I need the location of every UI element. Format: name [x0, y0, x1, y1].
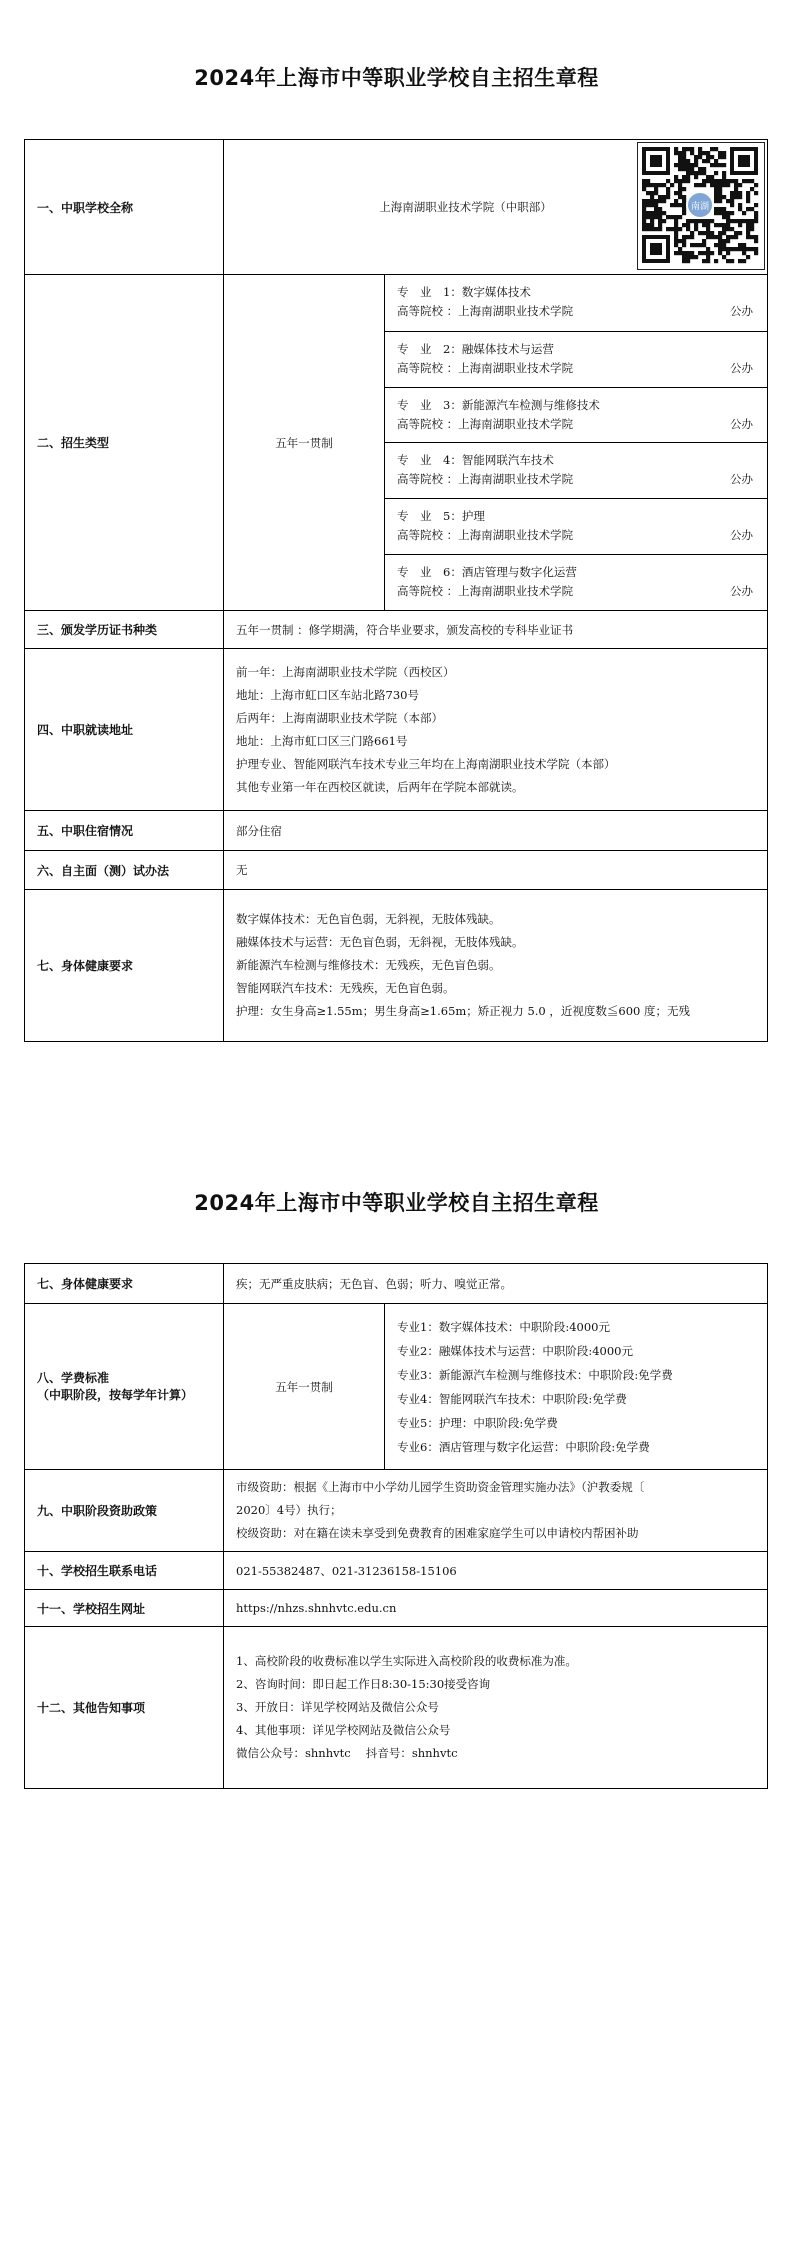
- major-college: 高等院校 ：上海南湖职业技术学院: [397, 584, 574, 599]
- major-college: 高等院校 ：上海南湖职业技术学院: [397, 416, 574, 431]
- phone-value: 021-55382487、021-31236158-15106: [236, 1563, 457, 1578]
- address-line: 地址：上海市虹口区三门路661号: [236, 733, 408, 748]
- major-name: 专 业 6：酒店管理与数字化运营: [397, 565, 577, 580]
- website-link[interactable]: https://nhzs.shnhvtc.edu.cn: [236, 1601, 397, 1615]
- row-aid: [25, 1469, 767, 1551]
- major-type: 公办: [730, 416, 753, 431]
- fee-line: 专业6：酒店管理与数字化运营：中职阶段:免学费: [397, 1439, 650, 1454]
- health-line: 数字媒体技术：无色盲色弱，无斜视，无肢体残缺。: [236, 912, 501, 926]
- address-line: 后两年：上海南湖职业技术学院（本部）: [236, 710, 443, 725]
- admission-table-page2: [24, 1263, 768, 1789]
- fee-line: 专业2：融媒体技术与运营：中职阶段:4000元: [397, 1343, 633, 1358]
- note-line: 3、开放日：详见学校网站及微信公众号: [236, 1700, 439, 1714]
- health-line: 融媒体技术与运营：无色盲色弱，无斜视，无肢体残缺。: [236, 935, 524, 949]
- fees-system: 五年一贯制: [224, 1304, 385, 1469]
- notes-block: [224, 1627, 767, 1788]
- major-college: 高等院校 ：上海南湖职业技术学院: [397, 304, 574, 318]
- qr-logo-text: 南湖: [690, 202, 710, 212]
- address-line: 护理专业、智能网联汽车技术专业三年均在上海南湖职业技术学院（本部）: [236, 756, 616, 771]
- major-type: 公办: [730, 360, 753, 375]
- row-website: [25, 1589, 767, 1626]
- major-item: [385, 498, 767, 554]
- major-item: [385, 275, 767, 331]
- health-line: 智能网联汽车技术：无残疾，无色盲色弱。: [236, 981, 455, 995]
- major-name: 专 业 4：智能网联汽车技术: [397, 453, 554, 468]
- aid-line: 2020〕4号）执行；: [236, 1503, 342, 1517]
- aid-block: [224, 1470, 767, 1551]
- school-name-label: 一、中职学校全称: [25, 140, 224, 274]
- certificate-label: 三、颁发学历证书种类: [25, 611, 224, 648]
- major-college: 高等院校 ：上海南湖职业技术学院: [397, 472, 574, 487]
- page-title: 2024年上海市中等职业学校自主招生章程: [194, 66, 599, 90]
- fees-label-subtitle: （中职阶段，按每学年计算）: [37, 1387, 194, 1402]
- health-label: 七、身体健康要求: [25, 890, 224, 1041]
- major-type: 公办: [730, 528, 753, 543]
- major-item: [385, 387, 767, 443]
- major-item: [385, 442, 767, 498]
- major-college: 高等院校 ：上海南湖职业技术学院: [397, 528, 574, 543]
- dorm-label: 五、中职住宿情况: [25, 811, 224, 850]
- major-type: 公办: [730, 472, 753, 487]
- aid-line: 市级资助：根据《上海市中小学幼儿园学生资助资金管理实施办法》（沪教委规〔: [236, 1480, 645, 1494]
- admission-type-label: 二、招生类型: [25, 275, 224, 610]
- major-name: 专 业 2：融媒体技术与运营: [397, 341, 554, 356]
- address-block: [224, 649, 767, 810]
- page-title: 2024年上海市中等职业学校自主招生章程: [194, 1191, 599, 1215]
- major-type: 公办: [730, 584, 753, 599]
- admission-system: 五年一贯制: [224, 275, 385, 610]
- phone-label: 十、学校招生联系电话: [25, 1552, 224, 1589]
- row-address: [25, 648, 767, 810]
- note-line: 2、咨询时间：即日起工作日8:30-15:30接受咨询: [236, 1677, 491, 1691]
- row-interview: [25, 850, 767, 889]
- row-notes: [25, 1626, 767, 1788]
- fee-line: 专业1：数字媒体技术：中职阶段:4000元: [397, 1319, 610, 1334]
- certificate-value: 五年一贯制 ：修学期满，符合毕业要求，颁发高校的专科毕业证书: [236, 622, 574, 637]
- school-name-cell: [224, 140, 767, 274]
- major-college: 高等院校 ：上海南湖职业技术学院: [397, 360, 574, 375]
- note-line: 1、高校阶段的收费标准以学生实际进入高校阶段的收费标准为准。: [236, 1654, 577, 1668]
- row-fees: [25, 1303, 767, 1469]
- major-name: 专 业 5：护理: [397, 509, 485, 524]
- aid-label: 九、中职阶段资助政策: [25, 1470, 224, 1551]
- fee-line: 专业5：护理：中职阶段:免学费: [397, 1415, 558, 1430]
- interview-value: 无: [236, 863, 248, 877]
- health-continued-value: 疾；无严重皮肤病；无色盲、色弱；听力、嗅觉正常。: [236, 1276, 512, 1291]
- address-line: 前一年：上海南湖职业技术学院（西校区）: [236, 664, 455, 679]
- major-item: [385, 331, 767, 387]
- health-label: 七、身体健康要求: [25, 1264, 224, 1303]
- major-list: [385, 275, 767, 610]
- fees-list: [385, 1304, 767, 1469]
- health-block: [224, 890, 767, 1041]
- fee-line: 专业4：智能网联汽车技术：中职阶段:免学费: [397, 1391, 627, 1406]
- qr-code-icon: [637, 142, 765, 270]
- row-phone: [25, 1551, 767, 1589]
- row-certificate: [25, 610, 767, 648]
- address-line: 地址：上海市虹口区车站北路730号: [236, 687, 419, 702]
- note-line: 微信公众号：shnhvtc 抖音号：shnhvtc: [236, 1746, 458, 1760]
- major-item: [385, 554, 767, 610]
- major-name: 专 业 3：新能源汽车检测与维修技术: [397, 397, 600, 412]
- row-school-name: [25, 140, 767, 274]
- address-line: 其他专业第一年在西校区就读，后两年在学院本部就读。: [236, 779, 524, 794]
- fee-line: 专业3：新能源汽车检测与维修技术：中职阶段:免学费: [397, 1367, 673, 1382]
- interview-label: 六、自主面（测）试办法: [25, 851, 224, 889]
- fees-label-title: 八、学费标准: [37, 1370, 110, 1385]
- row-health-continued: [25, 1264, 767, 1303]
- row-health: [25, 889, 767, 1041]
- school-name-value: 上海南湖职业技术学院（中职部）: [379, 200, 552, 214]
- row-admission-type: [25, 274, 767, 610]
- dorm-value: 部分住宿: [236, 823, 282, 838]
- major-type: 公办: [730, 304, 753, 318]
- row-dorm: [25, 810, 767, 850]
- fees-label: [25, 1304, 224, 1469]
- admission-table-page1: [24, 139, 768, 1042]
- address-label: 四、中职就读地址: [25, 649, 224, 810]
- major-name: 专 业 1：数字媒体技术: [397, 285, 531, 299]
- health-line: 护理：女生身高≥1.55m；男生身高≥1.65m；矫正视力 5.0 ，近视度数≦600 度；无残: [236, 1004, 690, 1018]
- aid-line: 校级资助：对在籍在读未享受到免费教育的困难家庭学生可以申请校内帮困补助: [236, 1526, 639, 1540]
- note-line: 4、其他事项：详见学校网站及微信公众号: [236, 1723, 451, 1737]
- notes-label: 十二、其他告知事项: [25, 1627, 224, 1788]
- health-line: 新能源汽车检测与维修技术：无残疾，无色盲色弱。: [236, 958, 501, 972]
- website-label: 十一、学校招生网址: [25, 1590, 224, 1626]
